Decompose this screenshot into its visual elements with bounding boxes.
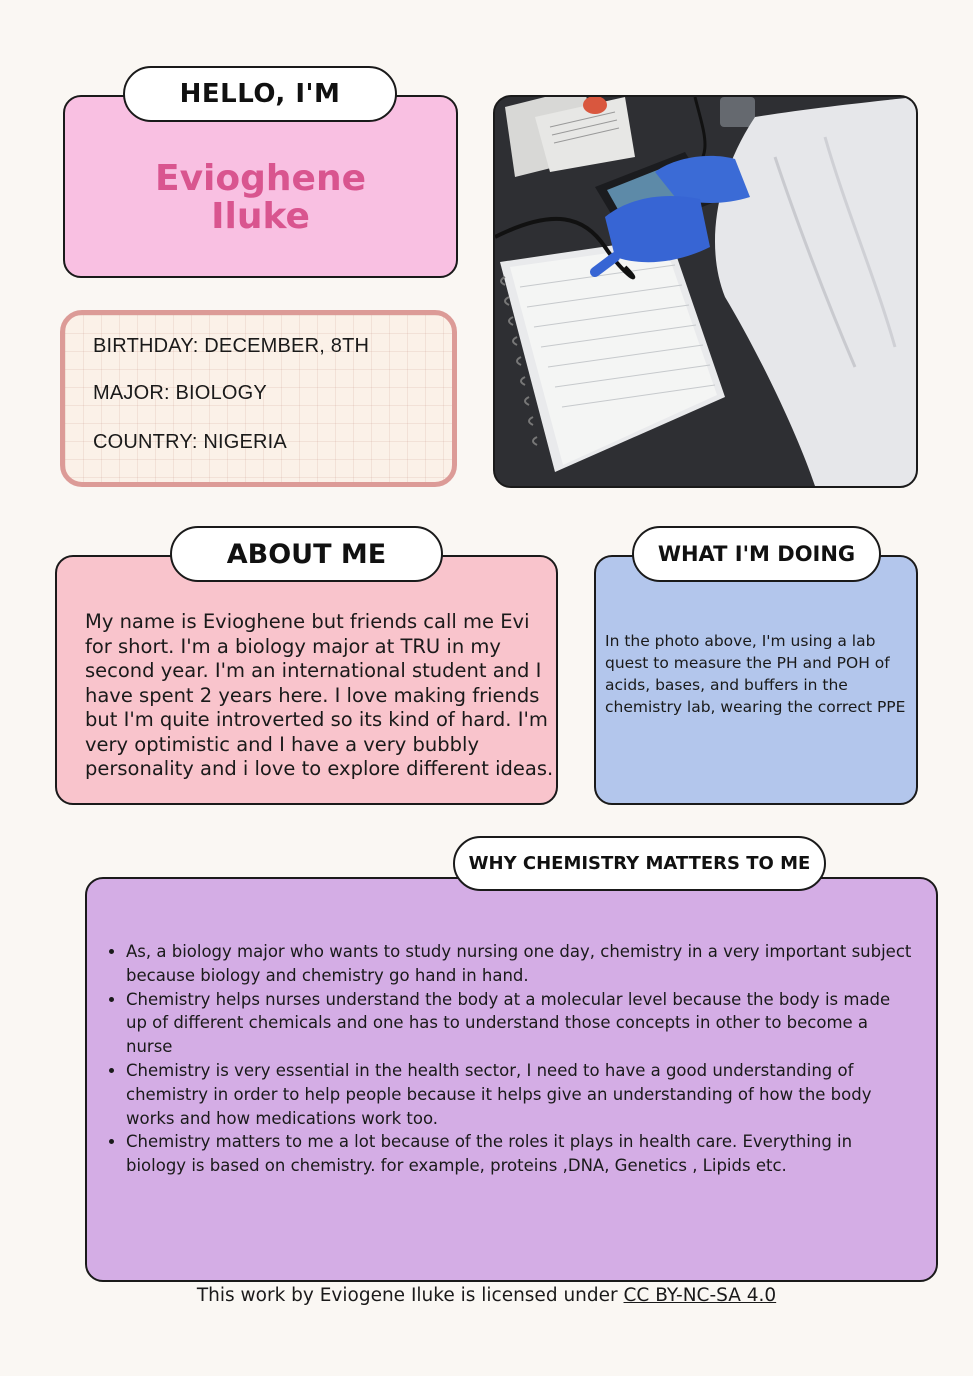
- why-list: [108, 940, 916, 1178]
- last-name: Iluke: [211, 196, 310, 237]
- lab-photo: [493, 95, 918, 488]
- license-link[interactable]: CC BY-NC-SA 4.0: [623, 1285, 777, 1306]
- why-heading: WHY CHEMISTRY MATTERS TO ME: [453, 836, 826, 891]
- first-name: Evioghene: [155, 158, 366, 199]
- list-item: • Chemistry is very essential in the health sector, I need to have a good understanding of chemistry in order to help people because it helps give an understanding of how the body works and how medications work too.: [126, 1059, 916, 1130]
- list-item: • Chemistry matters to me a lot because of the roles it plays in health care. Everything in biology is based on chemistry. for example, proteins ,DNA, Genetics , Lipids etc.: [126, 1130, 916, 1178]
- about-heading: ABOUT ME: [170, 526, 443, 582]
- license-footer: [0, 1285, 973, 1306]
- doing-heading: WHAT I'M DOING: [632, 526, 881, 582]
- lab-photo-illustration: [495, 97, 916, 486]
- birthday-line: BIRTHDAY: DECEMBER, 8TH: [93, 335, 370, 357]
- country-line: COUNTRY: NIGERIA: [93, 431, 287, 453]
- about-text: My name is Evioghene but friends call me Evi for short. I'm a biology major at TRU in my second year. I'm an international student and I have spent 2 years here. I love making friends but I'm quite introverted so its kind of hard. I'm very optimistic and I have a very bubbly personality and i love to explore different ideas.: [85, 610, 554, 780]
- major-line: MAJOR: BIOLOGY: [93, 382, 267, 404]
- student-name: [63, 160, 458, 236]
- hello-heading: HELLO, I'M: [123, 66, 397, 122]
- list-item: • As, a biology major who wants to study nursing one day, chemistry in a very important subject because biology and chemistry go hand in hand.: [126, 940, 916, 988]
- list-item: • Chemistry helps nurses understand the body at a molecular level because the body is made up of different chemicals and one has to understand those concepts in other to become a nurse: [126, 988, 916, 1059]
- license-prefix: This work by Eviogene Iluke is licensed under: [196, 1285, 624, 1306]
- doing-text: In the photo above, I'm using a lab quest to measure the PH and POH of acids, bases, and buffers in the chemistry lab, wearing the correct PPE: [605, 632, 906, 716]
